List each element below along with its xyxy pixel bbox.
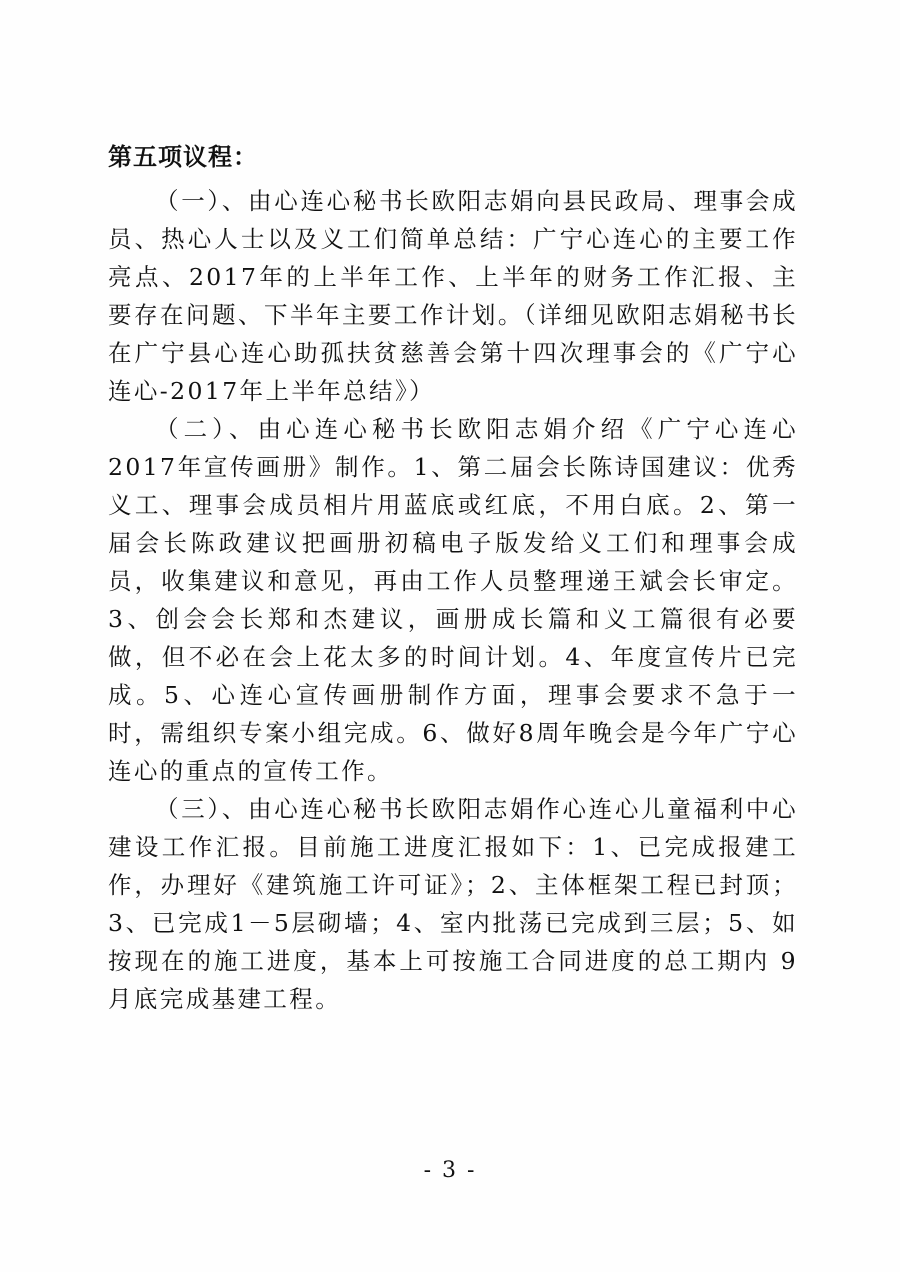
agenda-paragraph-3: （三）、由心连心秘书长欧阳志娟作心连心儿童福利中心建设工作汇报。目前施工进度汇报如下：1、已完成报建工作，办理好《建筑施工许可证》；2、主体框架工程已封顶；3、已完成1－5层砌墙；4、室内批荡已完成到三层；5、如按现在的施工进度，基本上可按施工合同进度的总工期内 9 月底完成基建工程。 — [108, 795, 798, 1013]
agenda-paragraph-1: （一）、由心连心秘书长欧阳志娟向县民政局、理事会成员、热心人士以及义工们简单总结：广宁心连心的主要工作亮点、2017年的上半年工作、上半年的财务工作汇报、主要存在问题、下半年主要工作计划。（详细见欧阳志娟秘书长在广宁县心连心助孤扶贫慈善会第十四次理事会的《广宁心连心-2017年上半年总结》） — [108, 187, 798, 405]
agenda-paragraph-2: （二）、由心连心秘书长欧阳志娟介绍《广宁心连心2017年宣传画册》制作。1、第二届会长陈诗国建议：优秀义工、理事会成员相片用蓝底或红底，不用白底。2、第一届会长陈政建议把画册初稿电子版发给义工们和理事会成员，收集建议和意见，再由工作人员整理递王斌会长审定。3、创会会长郑和杰建议，画册成长篇和义工篇很有必要做，但不必在会上花太多的时间计划。4、年度宣传片已完成。5、心连心宣传画册制作方面，理事会要求不急于一时，需组织专案小组完成。6、做好8周年晚会是今年广宁心连心的重点的宣传工作。 — [108, 415, 798, 785]
agenda-heading: 第五项议程： — [108, 143, 258, 171]
page-number: - 3 - — [423, 1158, 477, 1183]
document-body — [108, 134, 798, 1018]
